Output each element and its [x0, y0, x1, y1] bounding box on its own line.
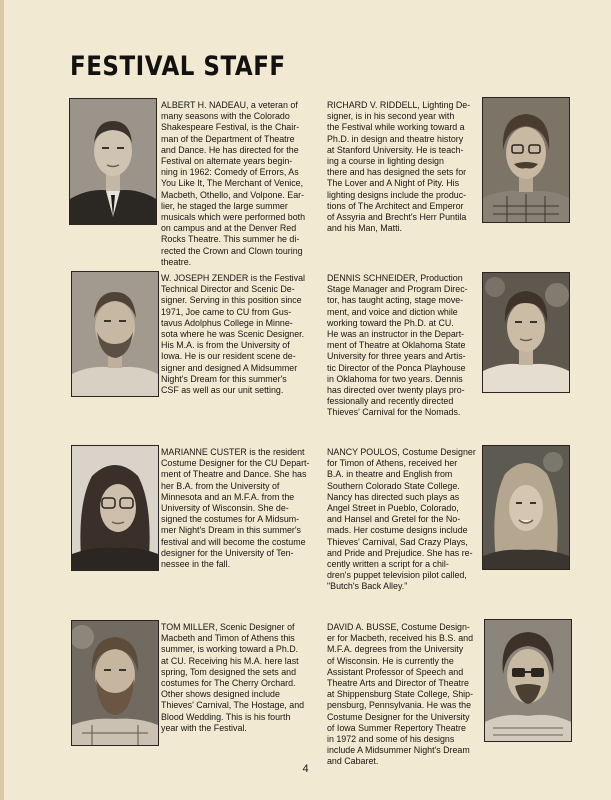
bio-line: Angel Street in Pueblo, Colorado,	[327, 503, 459, 514]
bio-line: Minnesota and an M.F.A. from the	[161, 491, 295, 502]
bio-line: ment of Theatre at Oklahoma State	[327, 340, 466, 351]
bio-line: Costume Designer for the CU Depart-	[161, 458, 310, 469]
bio-line: W. JOSEPH ZENDER is the Festival	[161, 273, 306, 283]
bio-line: Blood Wedding. This is his fourth	[161, 711, 291, 722]
bio-line: signer and designed A Midsummer	[161, 362, 298, 373]
bio-line: er for Macbeth, received his B.S. and	[327, 633, 474, 644]
bio-line: NANCY POULOS, Costume Designer	[327, 447, 476, 457]
bio-line: DENNIS SCHNEIDER, Production	[327, 273, 463, 283]
photo-nancy-poulos	[482, 445, 570, 570]
bio-line: University of Wisconsin. She de-	[161, 503, 289, 514]
photo-richard-riddell	[482, 97, 570, 223]
bio-line: include A Midsummer Night's Dream	[327, 745, 470, 756]
bio-line: Iowa. He is our resident scene de-	[161, 351, 296, 362]
bio-line: Southern Colorado State College.	[327, 480, 460, 491]
bio-line: "Butch's Back Alley."	[327, 581, 408, 592]
bio-line: signed the costumes for A Midsum-	[161, 514, 300, 525]
bio-line: Ph.D. in design and theatre history	[327, 133, 464, 144]
bio-line: signer, is in his second year with	[327, 111, 455, 122]
portrait-woman-glasses-icon	[72, 446, 158, 570]
bio-line: ALBERT H. NADEAU, a veteran of	[161, 100, 298, 110]
bio-line: Macbeth and Timon of Athens this	[161, 633, 295, 644]
bio-line: lier, he staged the large summer	[161, 200, 288, 211]
photo-david-busse	[484, 619, 572, 742]
portrait-man-glasses-icon	[483, 98, 569, 222]
bio-line: Costume Designer for the University	[327, 711, 470, 722]
bio-line: on campus and at the Denver Red	[161, 223, 297, 234]
bio-line: and Hansel and Gretel for the No-	[327, 514, 461, 525]
bio-line: Thieves' Carnival, The Hostage, and	[161, 700, 305, 711]
page-number: 4	[302, 763, 309, 775]
portrait-man-dark-glasses-icon	[485, 620, 571, 741]
portrait-man-beard-icon	[72, 272, 158, 396]
bio-line: rected the Crown and Clown touring	[161, 245, 303, 256]
bio-line: of Wisconsin. He is currently the	[327, 655, 454, 666]
bio-line: has directed over twenty plays pro-	[327, 385, 465, 396]
bio-line: in Oklahoma for two years. Dennis	[327, 373, 463, 384]
bio-line: ning in 1962: Comedy of Errors, As	[161, 167, 299, 178]
bio-line: the Festival while working toward a	[327, 122, 465, 133]
page-edge	[0, 0, 4, 800]
bio-line: sota where he was Scenic Designer.	[161, 329, 305, 340]
bio-line: her B.A. from the University of	[161, 480, 280, 491]
bio-line: year with the Festival.	[161, 722, 247, 733]
bio-line: MARIANNE CUSTER is the resident	[161, 447, 305, 457]
bio-nancy-poulos	[327, 447, 479, 593]
bio-line: fessionally and recently directed	[327, 396, 454, 407]
bio-line: designer for the University of Ten-	[161, 547, 294, 558]
photo-marianne-custer	[71, 445, 159, 571]
portrait-man-full-beard-icon	[72, 621, 158, 745]
portrait-young-man-icon	[483, 273, 569, 392]
photo-tom-miller	[71, 620, 159, 746]
bio-line: Thieves' Carnival, Sad Crazy Plays,	[327, 536, 468, 547]
bio-line: 1971, Joe came to CU from Gus-	[161, 306, 292, 317]
bio-line: You Like It, The Merchant of Venice,	[161, 178, 304, 189]
bio-line: ment of Theatre and Dance. She has	[161, 469, 307, 480]
bio-line: tions of The Architect and Emperor	[327, 200, 464, 211]
bio-line: tic Director of the Ponca Playhouse	[327, 362, 466, 373]
bio-line: at CU. Receiving his M.A. here last	[161, 655, 299, 666]
bio-line: in 1972 and some of his designs	[327, 734, 455, 745]
bio-line: B.A. in theatre and English from	[327, 469, 453, 480]
portrait-woman-long-hair-icon	[483, 446, 569, 569]
bio-line: Shakespeare Festival, is the Chair-	[161, 122, 300, 133]
bio-line: Rocks Theatre. This summer he di-	[161, 234, 300, 245]
bio-line: there and has designed the sets for	[327, 167, 467, 178]
bio-line: University for three years and Artis-	[327, 351, 466, 362]
bio-line: signer. Serving in this position since	[161, 295, 302, 306]
bio-line: Other shows designed include	[161, 689, 280, 700]
bio-line: and Pride and Prejudice. She has re-	[327, 547, 473, 558]
bio-line: Thieves' Carnival for the Nomads.	[327, 407, 461, 418]
bio-line: mer Night's Dream in this summer's	[161, 525, 301, 536]
bio-line: M.F.A. degrees from the University	[327, 644, 464, 655]
bio-line: mads. Her costume designs include	[327, 525, 468, 536]
bio-line: musicals which were performed both	[161, 212, 306, 223]
bio-line: Night's Dream for this summer's	[161, 373, 287, 384]
bio-line: costumes for The Cherry Orchard.	[161, 678, 296, 689]
bio-line: Theatre Arts and Director of Theatre	[327, 678, 469, 689]
bio-line: TOM MILLER, Scenic Designer of	[161, 622, 295, 632]
bio-line: dren's puppet television pilot called,	[327, 570, 467, 581]
bio-joseph-zender	[161, 273, 323, 396]
bio-line: Assistant Professor of Speech and	[327, 666, 464, 677]
bio-albert-nadeau	[161, 100, 323, 268]
photo-joseph-zender	[71, 271, 159, 397]
bio-tom-miller	[161, 622, 323, 734]
bio-line: for Timon of Athens, received her	[327, 458, 458, 469]
bio-dennis-schneider	[327, 273, 479, 419]
bio-line: theatre.	[161, 256, 192, 267]
bio-line: Technical Director and Scenic De-	[161, 284, 295, 295]
bio-line: His M.A. is from the University of	[161, 340, 290, 351]
bio-line: of Assyria and Brecht's Herr Puntila	[327, 212, 467, 223]
bio-line: and Cabaret.	[327, 756, 379, 767]
bio-line: tavus Adolphus College in Minne-	[161, 317, 293, 328]
bio-line: DAVID A. BUSSE, Costume Design-	[327, 622, 470, 632]
bio-line: RICHARD V. RIDDELL, Lighting De-	[327, 100, 471, 110]
bio-line: CSF as well as our unit setting.	[161, 385, 284, 396]
bio-line: working toward the Ph.D. at CU.	[327, 317, 454, 328]
bio-line: ing a course in lighting design	[327, 156, 444, 167]
bio-marianne-custer	[161, 447, 323, 570]
bio-line: of Iowa Summer Repertory Theatre	[327, 722, 466, 733]
bio-line: lighting designs include the produc-	[327, 189, 467, 200]
bio-line: Macbeth, Othello, and Volpone. Ear-	[161, 189, 305, 200]
bio-line: at Stanford University. He is teach-	[327, 144, 464, 155]
page-title: FESTIVAL STAFF	[70, 52, 286, 82]
bio-line: Festival on alternate years begin-	[161, 156, 293, 167]
bio-line: nessee in the fall.	[161, 559, 231, 570]
bio-line: tor, has taught acting, stage move-	[327, 295, 464, 306]
bio-line: spring, Tom designed the sets and	[161, 666, 297, 677]
bio-richard-riddell	[327, 100, 479, 234]
bio-line: many seasons with the Colorado	[161, 111, 290, 122]
bio-david-busse	[327, 622, 479, 768]
bio-line: man of the Department of Theatre	[161, 133, 295, 144]
bio-line: Stage Manager and Program Direc-	[327, 284, 468, 295]
bio-line: pensburg, Pennsylvania. He was the	[327, 700, 472, 711]
bio-line: festival and will become the costume	[161, 536, 306, 547]
photo-dennis-schneider	[482, 272, 570, 393]
bio-line: He was an instructor in the Depart-	[327, 329, 465, 340]
bio-line: ment, and voice and diction while	[327, 306, 458, 317]
bio-line: at Shippensburg State College, Ship-	[327, 689, 474, 700]
bio-line: summer, is working toward a Ph.D.	[161, 644, 299, 655]
photo-albert-nadeau	[69, 98, 157, 225]
bio-line: and Dance. He has directed for the	[161, 144, 299, 155]
portrait-man-suit-icon	[70, 99, 156, 224]
bio-line: cently written a script for a chil-	[327, 559, 449, 570]
bio-line: Nancy has directed such plays as	[327, 491, 460, 502]
bio-line: and his Man, Matti.	[327, 223, 402, 234]
bio-line: The Lover and A Night of Pity. His	[327, 178, 460, 189]
